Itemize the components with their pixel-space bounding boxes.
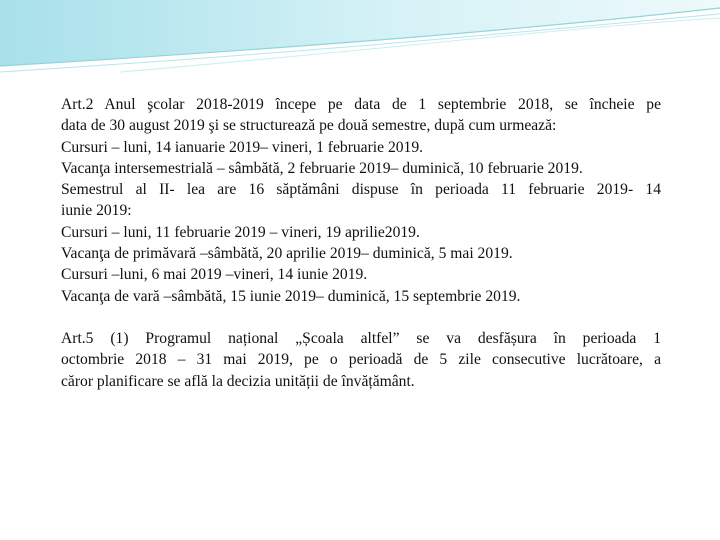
decorative-header-band [0,0,720,80]
art2-line-5: Semestrul al II- lea are 16 săptămâni dispuse în perioada 11 februarie 2019- 14 [61,181,661,199]
art5-line-1: Art.5 (1) Programul național „Școala altfel” se va desfășura în perioada 1 [61,329,661,347]
art2-line-8: Vacanţa de primăvară –sâmbătă, 20 aprilie 2019– duminică, 5 mai 2019. [61,245,513,263]
band-shape [0,0,720,66]
art2-line-3: Cursuri – luni, 14 ianuarie 2019– vineri, 1 februarie 2019. [61,138,424,156]
article-2 [61,94,661,307]
art5-line-2: octombrie 2018 – 31 mai 2019, pe o perioadă de 5 zile consecutive lucrătoare, a [61,351,661,369]
art2-line-9: Cursuri –luni, 6 mai 2019 –vineri, 14 iunie 2019. [61,266,368,284]
body-text [61,94,661,392]
art2-line-1: Art.2 Anul şcolar 2018-2019 începe pe data de 1 septembrie 2018, se încheie pe [61,96,661,113]
art2-line-2: data de 30 august 2019 şi se structurează pe două semestre, după cum urmează: [61,117,557,135]
art2-line-10: Vacanţa de vară –sâmbătă, 15 iunie 2019– duminică, 15 septembrie 2019. [61,287,521,305]
article-5 [61,328,661,392]
art5-line-3: căror planificare se află la decizia unității de învățământ. [61,372,415,390]
art2-line-4: Vacanţa intersemestrială – sâmbătă, 2 februarie 2019– duminică, 10 februarie 2019. [61,159,583,177]
art2-line-7: Cursuri – luni, 11 februarie 2019 – vineri, 19 aprilie2019. [61,223,420,241]
art2-line-6: iunie 2019: [61,202,132,220]
